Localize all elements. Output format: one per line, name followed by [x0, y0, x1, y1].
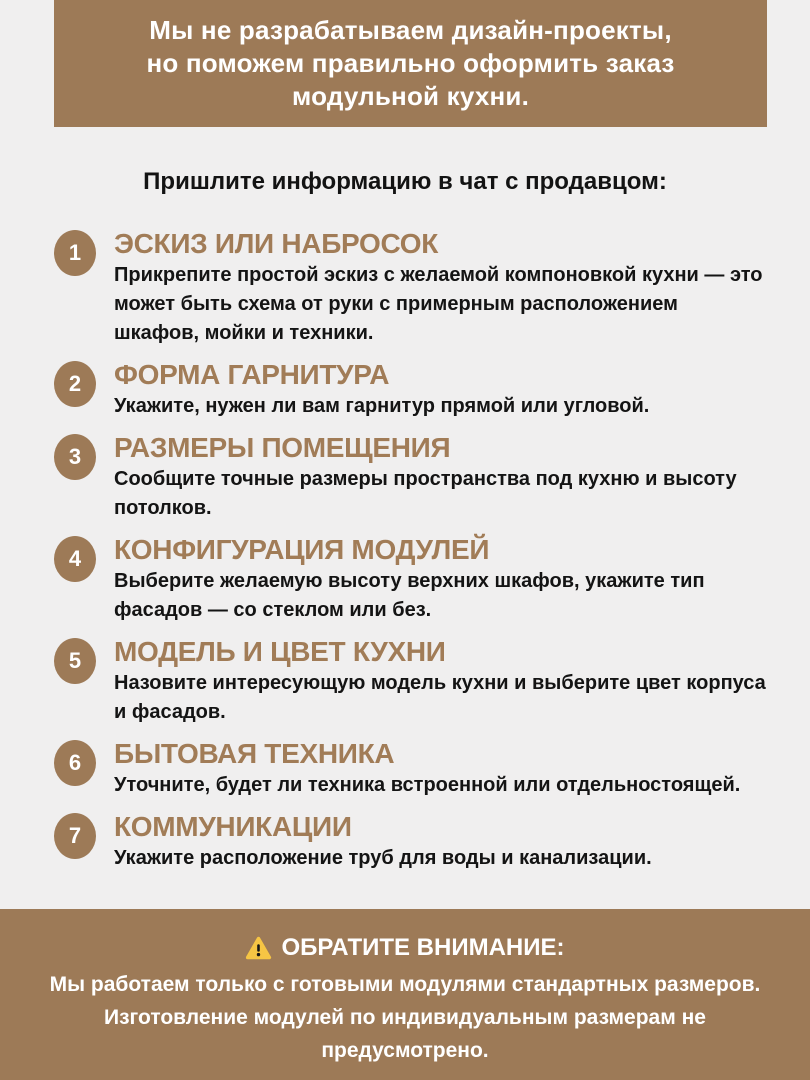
step-number-badge: 6 [54, 740, 96, 786]
step-title: ЭСКИЗ ИЛИ НАБРОСОК [114, 228, 438, 259]
step-number-badge: 4 [54, 536, 96, 582]
step-item-7 [54, 812, 768, 873]
step-content [114, 739, 768, 800]
step-number-badge: 2 [54, 361, 96, 407]
step-content [114, 360, 768, 421]
warning-triangle-icon [245, 935, 272, 962]
step-number-badge: 3 [54, 434, 96, 480]
step-item-1 [54, 229, 768, 348]
step-description: Укажите расположение труб для воды и канализации. [114, 847, 652, 869]
step-title: ФОРМА ГАРНИТУРА [114, 359, 390, 390]
notice-line-1: Мы работаем только с готовыми модулями стандартных размеров. [49, 973, 761, 996]
header-line-2: но поможем правильно оформить заказ [146, 48, 675, 78]
step-item-2 [54, 360, 768, 421]
subtitle: Пришлите информацию в чат с продавцом: [143, 168, 667, 195]
step-item-3 [54, 433, 768, 523]
step-number-badge: 1 [54, 230, 96, 276]
step-title: КОММУНИКАЦИИ [114, 811, 352, 842]
step-description: Назовите интересующую модель кухни и выберите цвет корпуса и фасадов. [114, 672, 766, 723]
notice-title: ОБРАТИТЕ ВНИМАНИЕ: [281, 934, 565, 961]
step-title: КОНФИГУРАЦИЯ МОДУЛЕЙ [114, 534, 490, 565]
step-item-6 [54, 739, 768, 800]
step-title: РАЗМЕРЫ ПОМЕЩЕНИЯ [114, 432, 451, 463]
notice-line-2: Изготовление модулей по индивидуальным размерам не предусмотрено. [104, 1006, 706, 1062]
header-line-3: модульной кухни. [291, 81, 530, 111]
step-title: БЫТОВАЯ ТЕХНИКА [114, 738, 395, 769]
steps-list [0, 229, 810, 873]
header-line-1: Мы не разрабатываем дизайн-проекты, [149, 15, 672, 45]
step-item-5 [54, 637, 768, 727]
step-content [114, 637, 768, 727]
header-banner [54, 0, 767, 127]
step-content [114, 535, 768, 625]
step-description: Уточните, будет ли техника встроенной или отдельностоящей. [114, 774, 741, 796]
step-title: МОДЕЛЬ И ЦВЕТ КУХНИ [114, 636, 446, 667]
step-content [114, 433, 768, 523]
step-description: Сообщите точные размеры пространства под кухню и высоту потолков. [114, 468, 737, 519]
step-description: Выберите желаемую высоту верхних шкафов, укажите тип фасадов — со стеклом или без. [114, 570, 705, 621]
notice-heading [0, 934, 810, 962]
step-number-badge: 5 [54, 638, 96, 684]
step-description: Укажите, нужен ли вам гарнитур прямой или угловой. [114, 395, 650, 417]
step-content [114, 229, 768, 348]
step-item-4 [54, 535, 768, 625]
step-description: Прикрепите простой эскиз с желаемой компоновкой кухни — это может быть схема от руки с примерным расположением шкафов, мойки и техники. [114, 264, 763, 344]
step-number-badge: 7 [54, 813, 96, 859]
step-content [114, 812, 768, 873]
footer-notice [0, 909, 810, 1080]
